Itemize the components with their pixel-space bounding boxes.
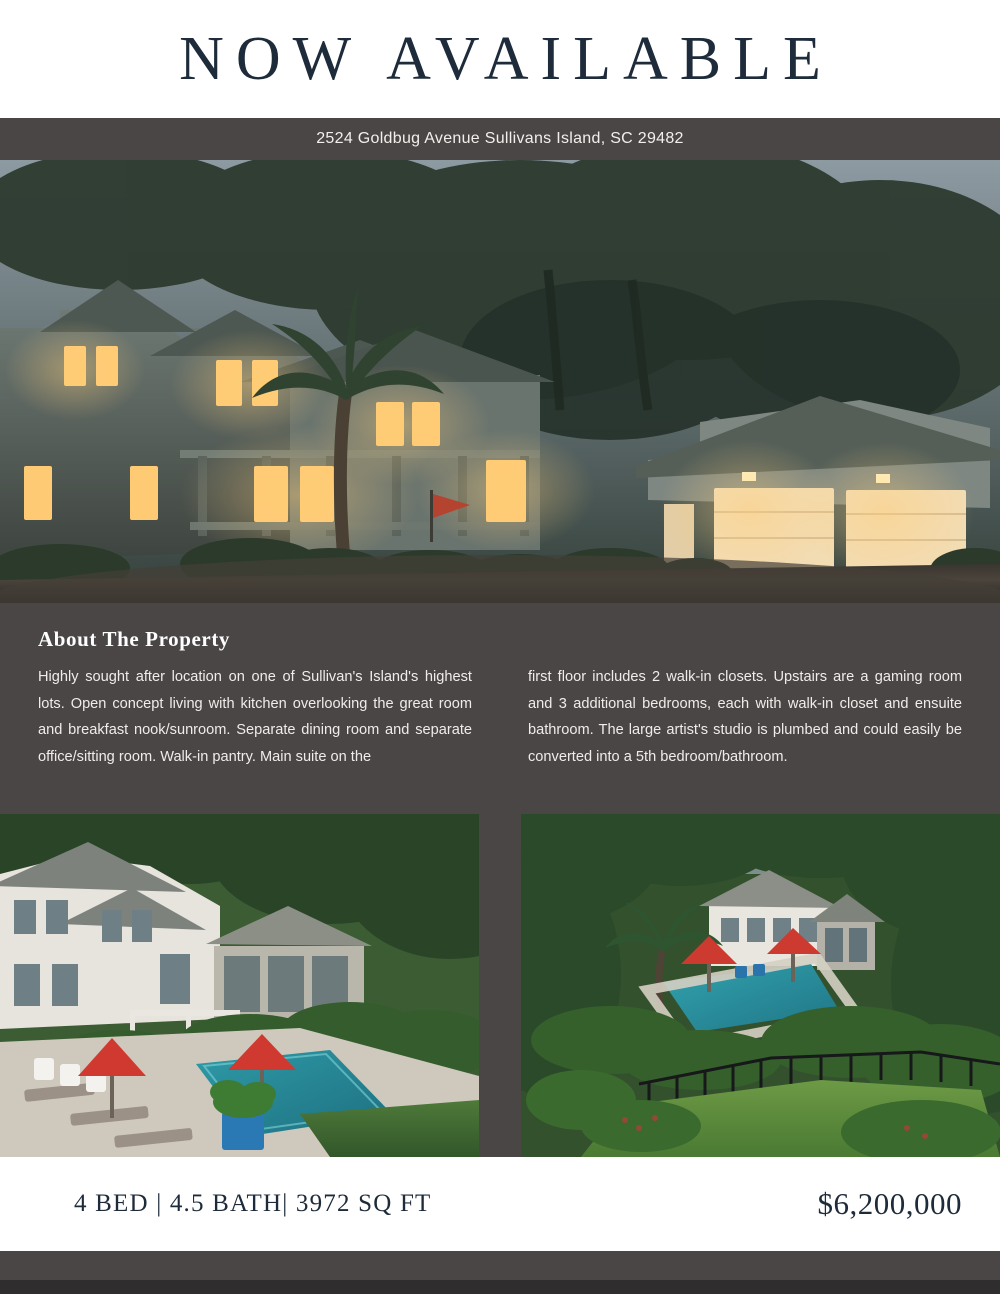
property-stats: 4 BED | 4.5 BATH| 3972 SQ FT [74,1190,432,1217]
photo-pool-patio [0,814,479,1157]
footer-stats-bar [0,1157,1000,1251]
about-section [0,603,1000,814]
about-column-left: Highly sought after location on one of Sullivan's Island's highest lots. Open concept living with kitchen overlooking the great room and breakfast nook/sunroom. Separate dining room and separate office/sitting room. Walk-in pantry. Main suite on the [38,669,472,765]
pool-patio-illustration [0,814,479,1157]
property-address: 2524 Goldbug Avenue Sullivans Island, SC 29482 [316,130,684,147]
bottom-accent-bar [0,1251,1000,1280]
about-columns [38,664,962,770]
address-bar [0,118,1000,160]
header [0,0,1000,118]
about-column-right: first floor includes 2 walk-in closets. Upstairs are a gaming room and 3 additional bedrooms, each with walk-in closet and ensuite bathroom. The large artist's studio is plumbed and could easily be converted into a 5th bedroom/bathroom. [528,669,962,765]
photo-gallery [0,814,1000,1157]
photo-aerial-backyard [521,814,1000,1157]
aerial-backyard-illustration [521,814,1000,1157]
exterior-dusk-illustration [0,160,1000,603]
property-price: $6,200,000 [817,1186,962,1221]
about-title: About The Property [38,627,231,651]
page-title: NOW AVAILABLE [179,25,833,93]
bottom-dark-bar [0,1280,1000,1294]
hero-image [0,160,1000,603]
